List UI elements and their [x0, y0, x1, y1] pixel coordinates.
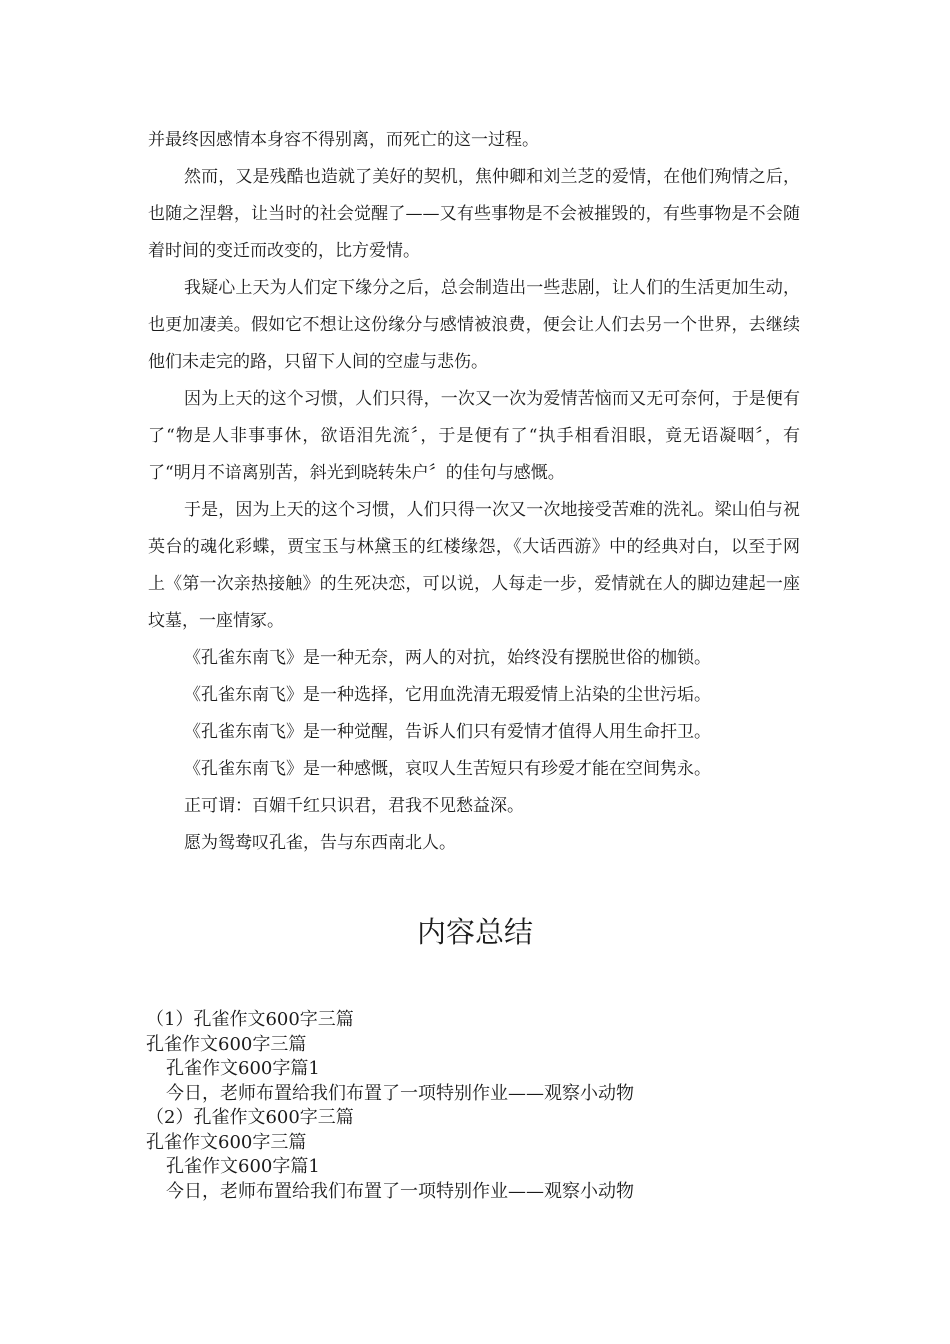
essay-body	[148, 122, 800, 862]
paragraph: 于是，因为上天的这个习惯，人们只得一次又一次地接受苦难的洗礼。梁山伯与祝英台的魂化彩蝶，贾宝玉与林黛玉的红楼缘怨，《大话西游》中的经典对白，以至于网上《第一次亲热接触》的生死决恋，可以说，人每走一步，爱情就在人的脚边建起一座坟墓，一座情冢。	[148, 500, 800, 631]
paragraph: 《孔雀东南飞》是一种觉醒，告诉人们只有爱情才值得人用生命扞卫。	[184, 722, 711, 742]
paragraph: 然而，又是残酷也造就了美好的契机，焦仲卿和刘兰芝的爱情，在他们殉情之后，也随之涅磐，让当时的社会觉醒了——又有些事物是不会被摧毁的，有些事物是不会随着时间的变迁而改变的，比方爱情。	[148, 167, 800, 261]
summary-line: 今日，老师布置给我们布置了一项特别作业——观察小动物	[166, 1180, 634, 1202]
paragraph: 《孔雀东南飞》是一种感慨，哀叹人生苦短只有珍爱才能在空间隽永。	[184, 759, 711, 779]
summary-line: 孔雀作文600字三篇	[146, 1131, 307, 1153]
paragraph: 愿为鸳鸯叹孔雀，告与东西南北人。	[184, 833, 456, 853]
summary-line: （1）孔雀作文600字三篇	[146, 1009, 354, 1030]
paragraph: 因为上天的这个习惯，人们只得，一次又一次为爱情苦恼而又无可奈何，于是便有了“物是人非事事休，欲语泪先流〞，于是便有了“执手相看泪眼，竟无语凝咽〞，有了“明月不谙离别苦，斜光到晓转朱户〞的佳句与感慨。	[148, 389, 800, 483]
summary-line: （2）孔雀作文600字三篇	[146, 1107, 354, 1128]
summary-heading: 内容总结	[416, 915, 533, 949]
paragraph-continuation: 并最终因感情本身容不得别离，而死亡的这一过程。	[148, 130, 539, 150]
paragraph: 正可谓：百媚千红只识君，君我不见愁益深。	[184, 796, 524, 816]
paragraph: 《孔雀东南飞》是一种无奈，两人的对抗，始终没有摆脱世俗的枷锁。	[184, 648, 711, 668]
summary-line: 孔雀作文600字篇1	[166, 1058, 320, 1079]
summary-section	[146, 1008, 846, 1204]
paragraph: 我疑心上天为人们定下缘分之后，总会制造出一些悲剧，让人们的生活更加生动，也更加凄美。假如它不想让这份缘分与感情被浪费，便会让人们去另一个世界，去继续他们未走完的路，只留下人间的空虚与悲伤。	[148, 278, 800, 372]
paragraph: 《孔雀东南飞》是一种选择，它用血洗清无瑕爱情上沾染的尘世污垢。	[184, 685, 711, 705]
summary-line: 孔雀作文600字篇1	[166, 1156, 320, 1177]
summary-line: 孔雀作文600字三篇	[146, 1033, 307, 1055]
summary-line: 今日，老师布置给我们布置了一项特别作业——观察小动物	[166, 1082, 634, 1104]
